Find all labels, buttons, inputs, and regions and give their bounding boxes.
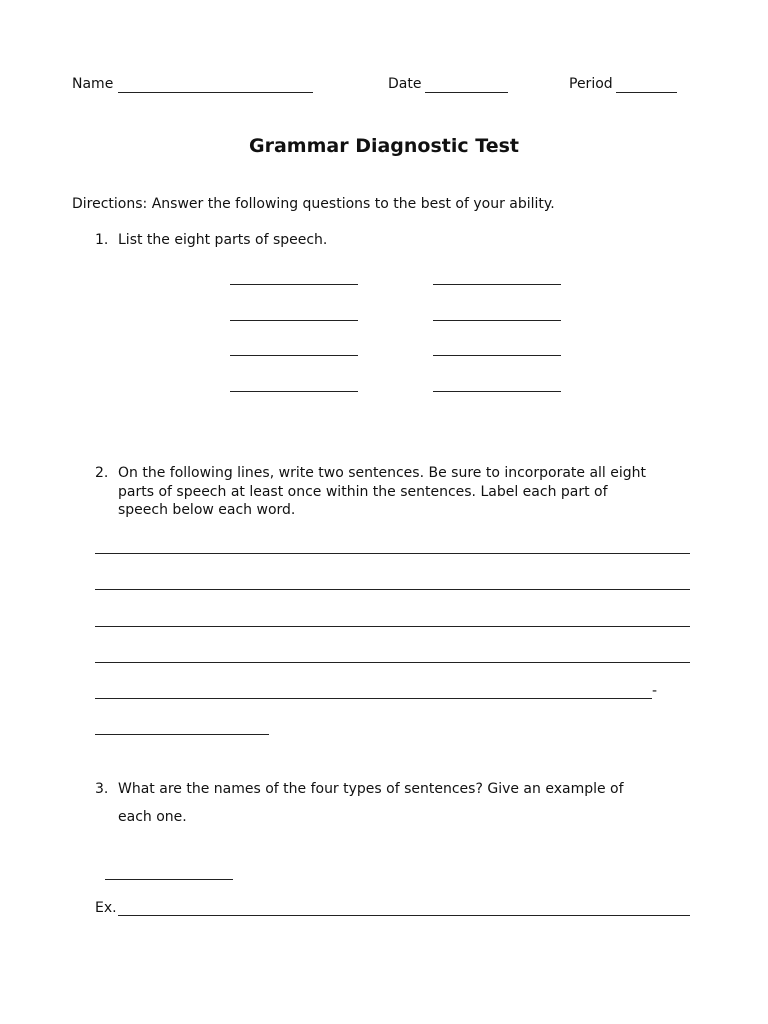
sentence-answer-line-4[interactable] [95, 662, 690, 663]
sentence-answer-line-6[interactable] [95, 734, 269, 735]
part-of-speech-blank-7[interactable] [230, 391, 358, 392]
part-of-speech-blank-5[interactable] [230, 355, 358, 356]
date-field[interactable] [425, 92, 508, 93]
question-2-line-1: On the following lines, write two sentences. Be sure to incorporate all eight [118, 465, 647, 481]
question-1-text: List the eight parts of speech. [118, 232, 328, 248]
question-3-line-2: each one. [118, 809, 187, 825]
sentence-answer-line-2[interactable] [95, 589, 690, 590]
line-continuation-dash: - [652, 683, 658, 699]
sentence-answer-line-1[interactable] [95, 553, 690, 554]
part-of-speech-blank-1[interactable] [230, 284, 358, 285]
part-of-speech-blank-8[interactable] [433, 391, 561, 392]
period-label: Period [569, 76, 613, 92]
directions-text: Directions: Answer the following questions to the best of your ability. [72, 196, 555, 212]
sentence-answer-line-3[interactable] [95, 626, 690, 627]
question-3-number: 3. [95, 781, 109, 797]
question-2-line-2: parts of speech at least once within the sentences. Label each part of [118, 483, 608, 500]
question-3-line-1: What are the names of the four types of sentences? Give an example of [118, 781, 624, 797]
question-2-number: 2. [95, 465, 109, 481]
part-of-speech-blank-6[interactable] [433, 355, 561, 356]
part-of-speech-blank-3[interactable] [230, 320, 358, 321]
date-label: Date [388, 76, 422, 92]
part-of-speech-blank-4[interactable] [433, 320, 561, 321]
name-label: Name [72, 76, 114, 92]
period-field[interactable] [616, 92, 677, 93]
example-answer-line[interactable] [118, 915, 690, 916]
sentence-type-blank[interactable] [105, 879, 233, 880]
page-title: Grammar Diagnostic Test [249, 135, 519, 157]
name-field[interactable] [118, 92, 313, 93]
part-of-speech-blank-2[interactable] [433, 284, 561, 285]
question-2-line-3: speech below each word. [118, 502, 296, 518]
example-label: Ex. [95, 900, 117, 916]
question-1-number: 1. [95, 232, 109, 248]
sentence-answer-line-5[interactable] [95, 698, 652, 699]
